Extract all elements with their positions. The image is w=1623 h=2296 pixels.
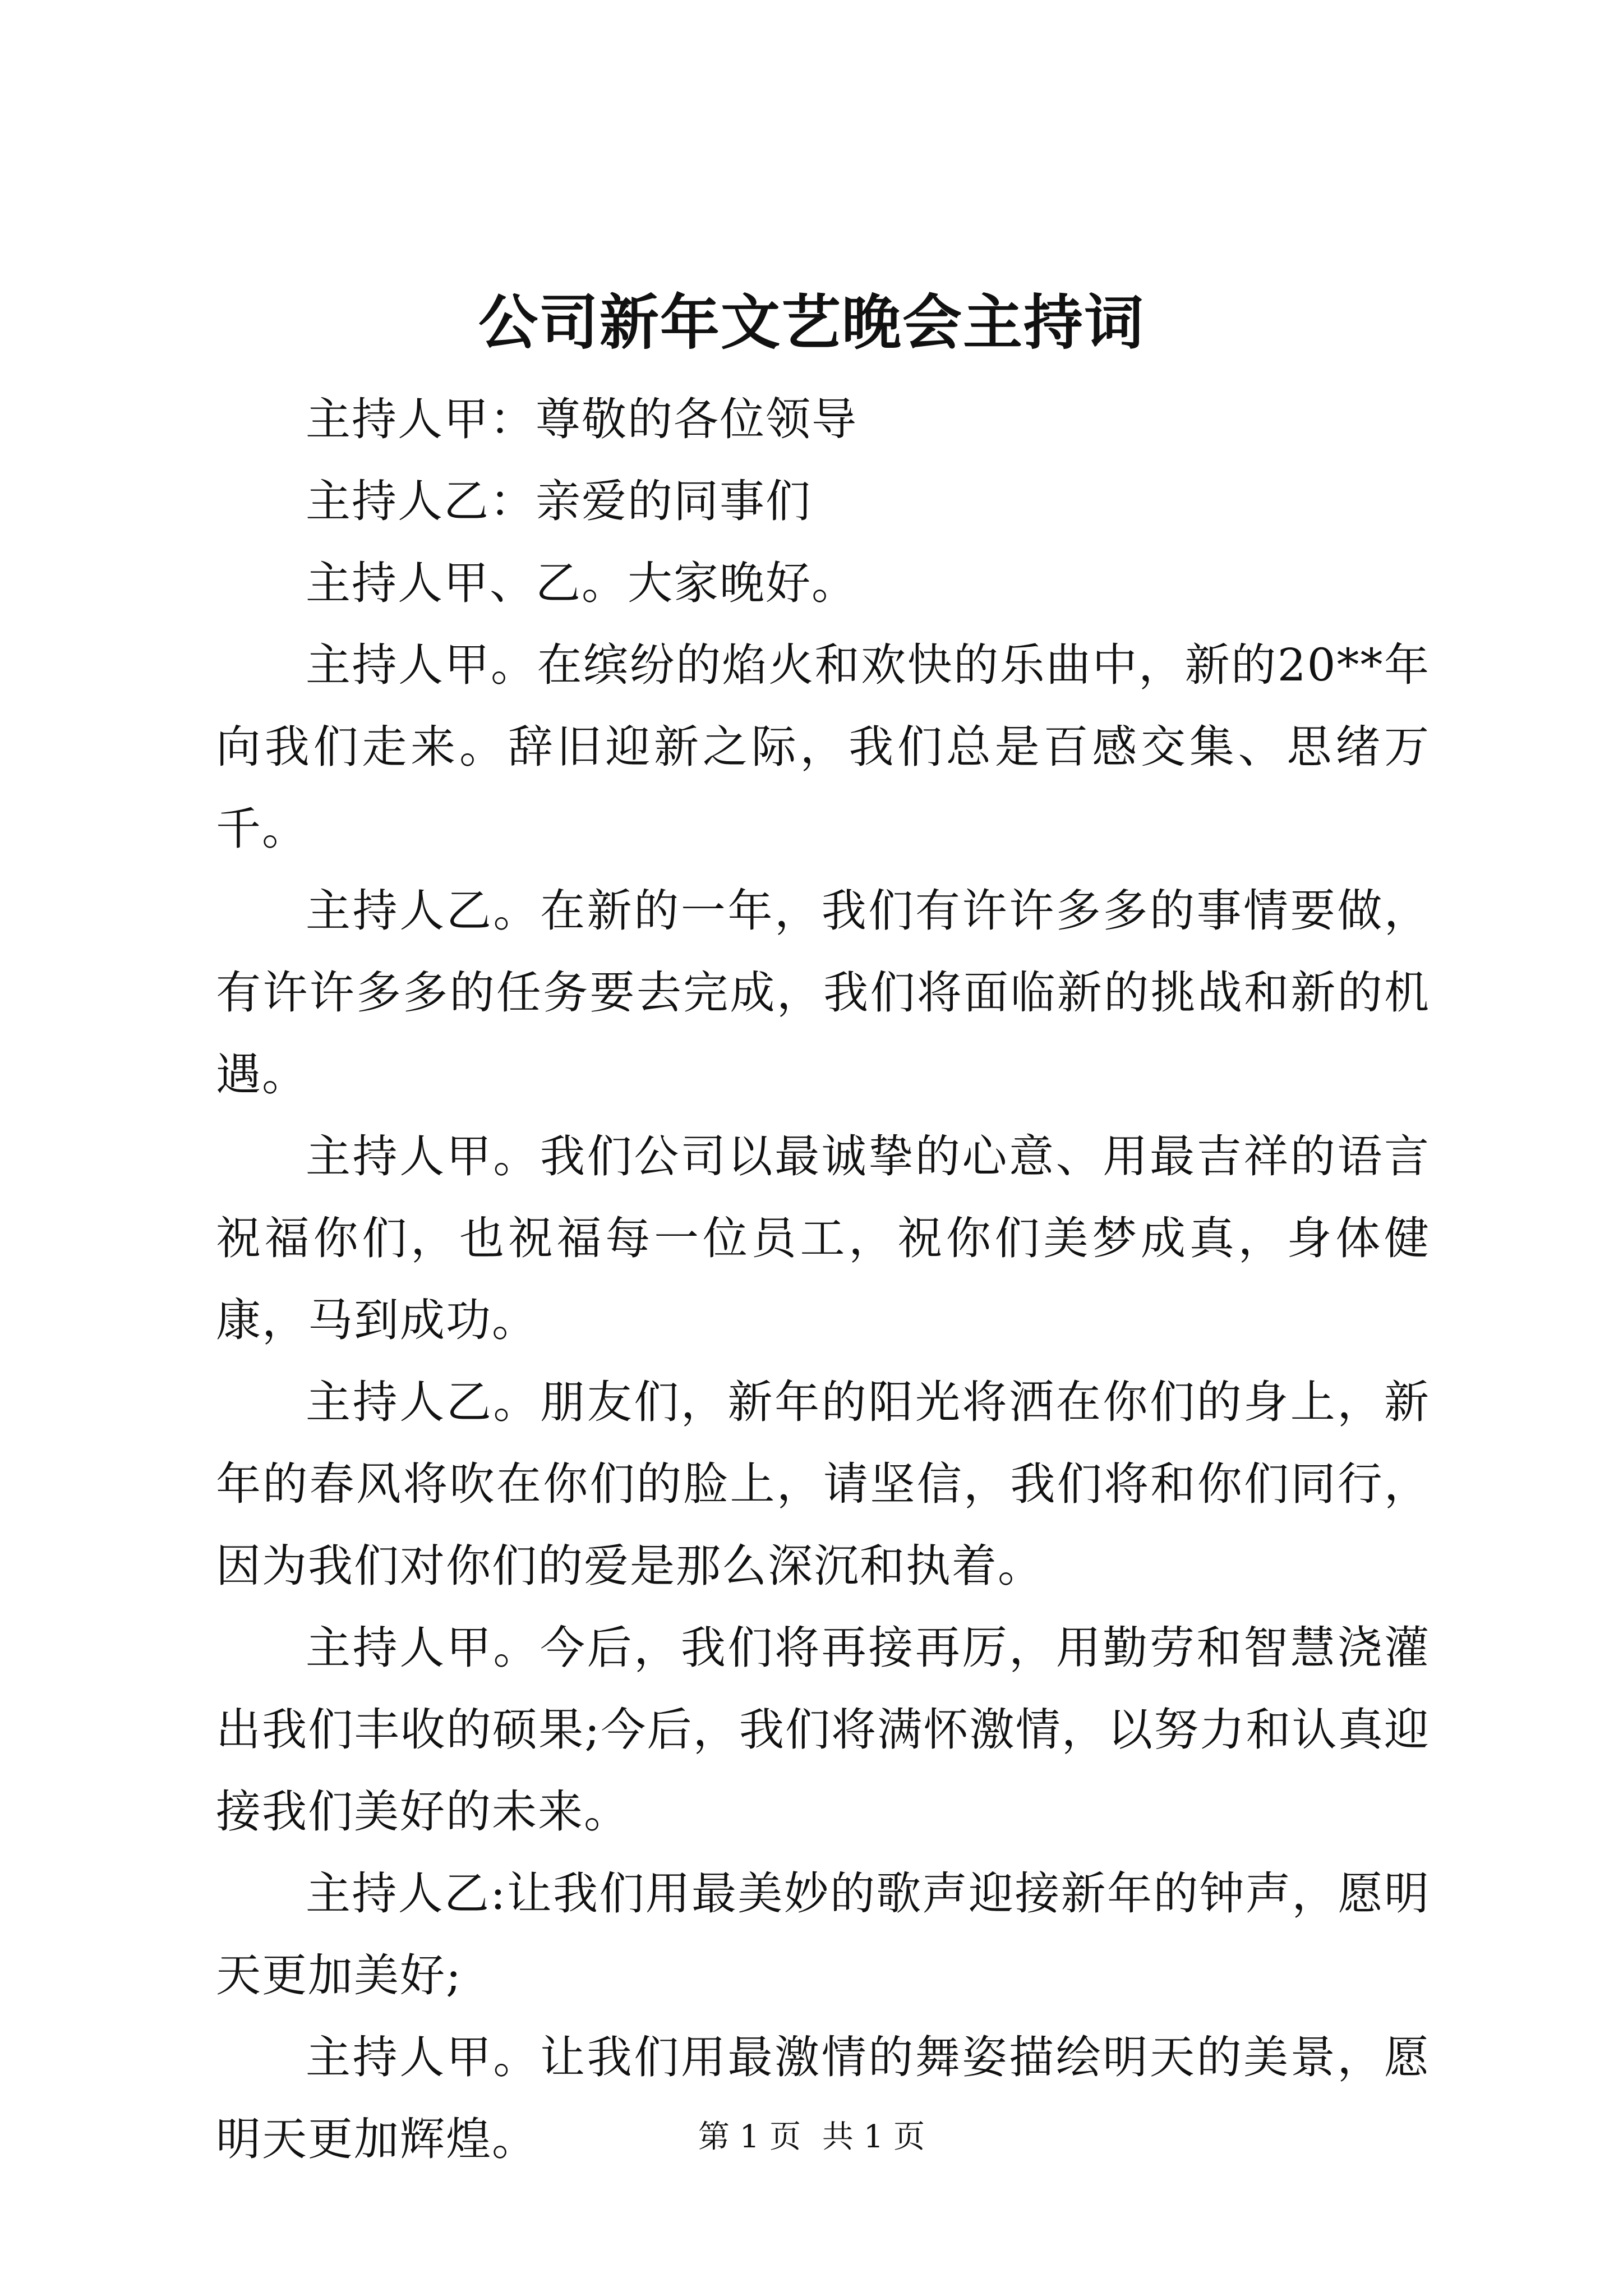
document-title: 公司新年文艺晚会主持词 (478, 287, 1145, 357)
page-number: 第 1 页 (698, 2119, 801, 2155)
paragraph: 主持人乙：亲爱的同事们 (306, 475, 811, 527)
paragraph: 主持人甲：尊敬的各位领导 (306, 393, 857, 445)
paragraph: 主持人甲、乙。大家晚好。 (306, 557, 857, 609)
paragraph: 主持人甲。我们公司以最诚挚的心意、用最吉祥的语言祝福你们，也祝福每一位员工，祝你们美梦成真，身体健康，马到成功。 (216, 1130, 1430, 1346)
paragraph: 主持人乙。朋友们，新年的阳光将洒在你们的身上，新年的春风将吹在你们的脸上，请坚信，我们将和你们同行，因为我们对你们的爱是那么深沉和执着。 (216, 1376, 1430, 1592)
paragraph: 主持人甲。让我们用最激情的舞姿描绘明天的美景，愿明天更加辉煌。 (216, 2031, 1430, 2165)
paragraph: 主持人乙。在新的一年，我们有许许多多的事情要做，有许许多多的任务要去完成，我们将面临新的挑战和新的机遇。 (216, 885, 1430, 1101)
paragraph: 主持人甲。在缤纷的焰火和欢快的乐曲中，新的20**年向我们走来。辞旧迎新之际，我们总是百感交集、思绪万千。 (216, 639, 1430, 855)
page-footer (0, 2115, 1623, 2160)
paragraph: 主持人乙:让我们用最美妙的歌声迎接新年的钟声，愿明天更加美好; (216, 1867, 1430, 2001)
page-total: 共 1 页 (822, 2119, 925, 2155)
paragraph: 主持人甲。今后，我们将再接再厉，用勤劳和智慧浇灌出我们丰收的硕果;今后，我们将满怀激情，以努力和认真迎接我们美好的未来。 (216, 1622, 1430, 1838)
document-body (216, 379, 1430, 2180)
